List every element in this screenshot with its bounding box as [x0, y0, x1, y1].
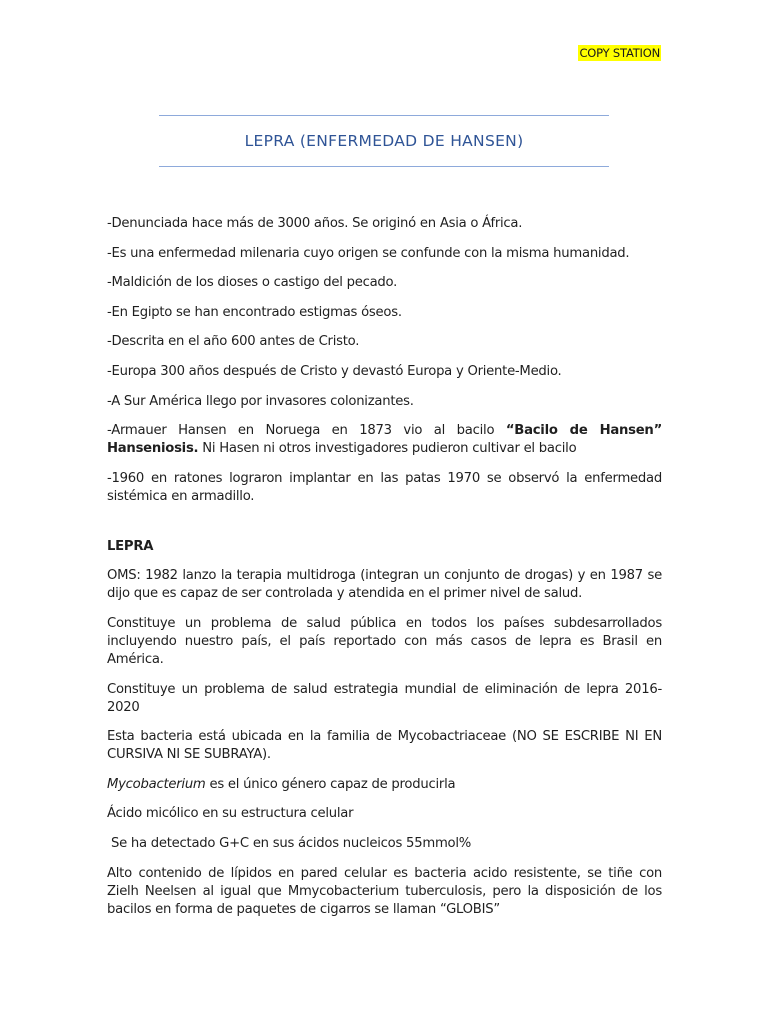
title-block — [159, 115, 609, 167]
hansen-text-1: -Armauer Hansen en Noruega en 1873 vio al bacilo — [107, 423, 506, 439]
oms-paragraph: OMS: 1982 lanzo la terapia multidroga (integran un conjunto de drogas) y en 1987 se dijo que es capaz de ser controlada y atendida en el primer nivel de salud. — [107, 568, 662, 602]
problema-paragraph-2: Constituye un problema de salud estrategia mundial de eliminación de lepra 2016-2020 — [107, 681, 662, 715]
problema-paragraph-1: Constituye un problema de salud pública en todos los países subdesarrollados incluyendo nuestro país, el país reportado con más casos de lepra es Brasil en América. — [107, 615, 662, 667]
ratones-paragraph: -1960 en ratones lograron implantar en las patas 1970 se observó la enfermedad sistémica en armadillo. — [107, 470, 662, 504]
bullet-line: -Europa 300 años después de Cristo y devastó Europa y Oriente-Medio. — [107, 363, 562, 379]
genero-rest-text: es el único género capaz de producirla — [205, 776, 456, 792]
hansen-paragraph — [107, 422, 662, 458]
document-title: LEPRA (ENFERMEDAD DE HANSEN) — [244, 132, 524, 150]
bullet-line: -Es una enfermedad milenaria cuyo origen se confunde con la misma humanidad. — [107, 245, 630, 261]
familia-paragraph: Esta bacteria está ubicada en la familia de Mycobactriaceae (NO SE ESCRIBE NI EN CURSIVA NI SE SUBRAYA). — [107, 729, 662, 763]
hansen-text-2: Ni Hasen ni otros investigadores pudieron cultivar el bacilo — [198, 441, 577, 457]
document-body — [107, 215, 662, 930]
lipidos-paragraph: Alto contenido de lípidos en pared celular es bacteria acido resistente, se tiñe con Zielh Neelsen al igual que Mmycobacterium tuberculosis, pero la disposición de los bacilos en forma de paquetes de cigarros se llaman “GLOBIS” — [107, 865, 662, 917]
bullet-line: -En Egipto se han encontrado estigmas óseos. — [107, 304, 402, 320]
bullet-line: -Maldición de los dioses o castigo del pecado. — [107, 275, 398, 291]
acido-paragraph: Ácido micólico en su estructura celular — [107, 806, 354, 822]
section-heading-lepra: LEPRA — [107, 538, 154, 554]
bullet-line: -Denunciada hace más de 3000 años. Se originó en Asia o África. — [107, 216, 523, 231]
bullet-line: -Descrita en el año 600 antes de Cristo. — [107, 334, 360, 350]
genero-italic-text: Mycobacterium — [107, 776, 206, 792]
bullet-line: -A Sur América llego por invasores colonizantes. — [107, 393, 414, 409]
hansen-bold-text: “Bacilo de Hansen” Hanseniosis. — [107, 423, 662, 457]
copy-station-tag: COPY STATION — [579, 46, 660, 60]
genero-paragraph — [107, 776, 662, 794]
gc-paragraph: Se ha detectado G+C en sus ácidos nucleicos 55mmol% — [107, 835, 472, 851]
